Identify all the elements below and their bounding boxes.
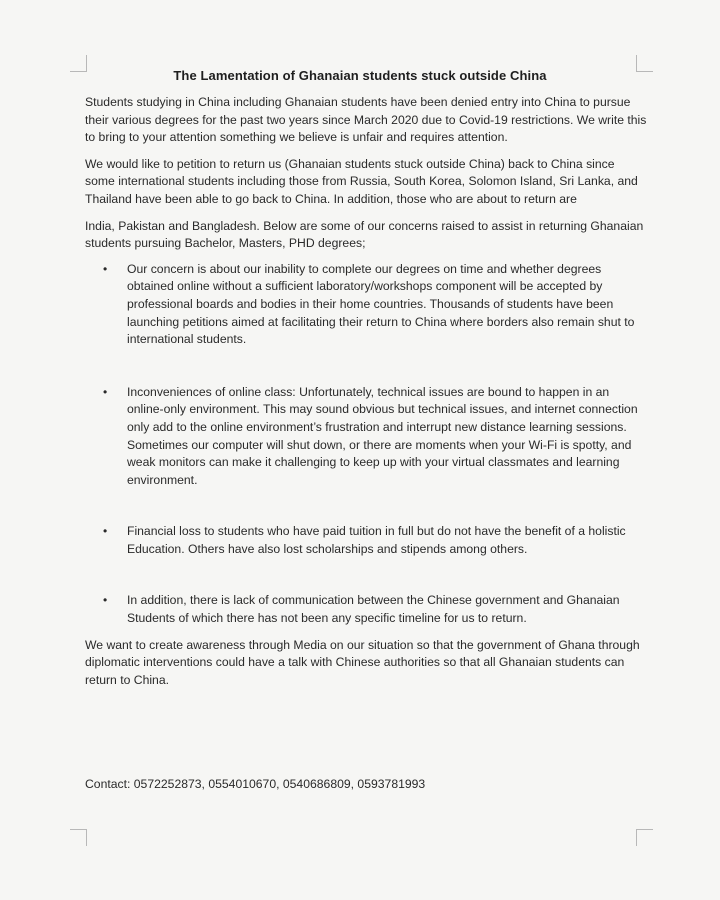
contact-line: Contact: 0572252873, 0554010670, 0540686809, 0593781993: [85, 777, 426, 791]
list-item: [85, 384, 647, 490]
list-item-text: Inconveniences of online class: Unfortunately, technical issues are bound to happen in an online-only environment. This may sound obvious but technical issues, and internet connection only add to the online environment’s frustration and interrupt new distance learning sessions. Sometimes our computer will shut down, or there are moments when your Wi-Fi is spotty, and weak monitors can make it challenging to keep up with your virtual classmates and learning environment.: [127, 384, 638, 487]
list-item-text: Our concern is about our inability to complete our degrees on time and whether degrees obtained online without a sufficient laboratory/workshops component will be accepted by professional boards and bodies in their home countries. Thousands of students have been launching petitions aimed at facilitating their return to China where borders also remain shut to international students.: [127, 261, 635, 347]
margin-corner-bottom-right: [636, 829, 653, 846]
concerns-list: [85, 261, 647, 628]
bullet-icon: •: [103, 384, 108, 399]
margin-corner-bottom-left: [70, 829, 87, 846]
paragraph-intro: Students studying in China including Ghanaian students have been denied entry into China to pursue their various degrees for the past two years since March 2020 due to Covid-19 restrictions. We write this to bring to your attention something we believe is unfair and requires attention.: [85, 95, 647, 145]
bullet-icon: •: [103, 524, 108, 539]
paragraph-petition: We would like to petition to return us (Ghanaian students stuck outside China) back to China since some international students including those from Russia, South Korea, Solomon Island, Sri Lanka, and Thailand have been able to go back to China. In addition, those who are about to return are: [85, 156, 638, 206]
paragraph-concerns-intro: India, Pakistan and Bangladesh. Below are some of our concerns raised to assist in returning Ghanaian students pursuing Bachelor, Masters, PHD degrees;: [85, 218, 644, 251]
list-item: [85, 592, 647, 627]
list-item-text: In addition, there is lack of communication between the Chinese government and Ghanaian Students of which there has not been any specific timeline for us to return.: [127, 593, 620, 626]
paragraph-closing: We want to create awareness through Media on our situation so that the government of Ghana through diplomatic interventions could have a talk with Chinese authorities so that all Ghanaian students can return to China.: [85, 637, 640, 687]
list-item-text: Financial loss to students who have paid tuition in full but do not have the benefit of a holistic Education. Others have also lost scholarships and stipends among others.: [127, 524, 626, 556]
list-item: [85, 261, 647, 349]
bullet-icon: •: [103, 261, 108, 276]
document-title: The Lamentation of Ghanaian students stuck outside China: [173, 68, 547, 83]
document-body: [85, 94, 647, 698]
bullet-icon: •: [103, 593, 108, 608]
list-item: [85, 523, 647, 558]
